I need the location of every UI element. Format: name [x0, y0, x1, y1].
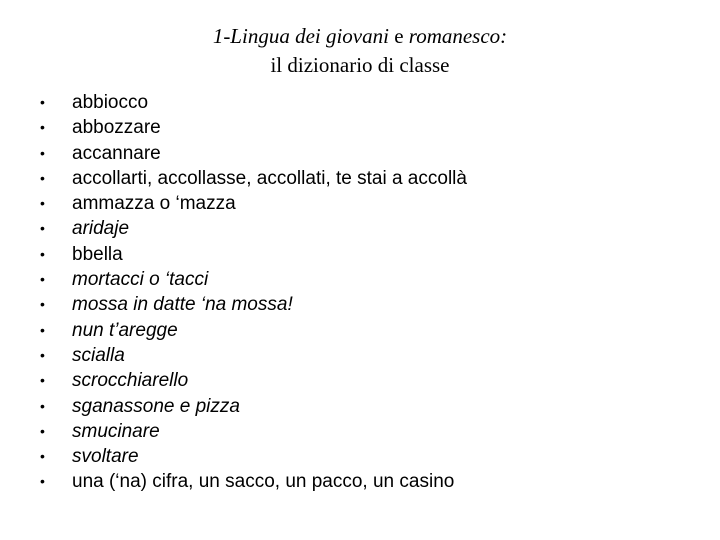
list-item-text: nun t’aregge — [72, 319, 178, 341]
list-item — [40, 166, 467, 191]
list-item-text: sganassone e pizza — [72, 395, 240, 417]
list-item — [40, 216, 467, 241]
list-item-text: mortacci o ‘tacci — [72, 269, 209, 291]
bullet-icon: • — [40, 448, 45, 465]
list-item — [40, 141, 467, 166]
list-item — [40, 368, 467, 393]
bullet-icon: • — [40, 372, 45, 389]
title-line-2: il dizionario di classe — [270, 53, 450, 77]
bullet-icon: • — [40, 346, 45, 363]
list-item — [40, 394, 467, 419]
list-item-text: scialla — [72, 344, 125, 366]
bullet-icon: • — [40, 94, 45, 110]
list-item-text: smucinare — [72, 420, 160, 442]
list-item-text: accollarti, accollasse, accollati, te stai a accollà — [72, 167, 467, 189]
list-item — [40, 444, 467, 469]
title-part-3: romanesco: — [408, 24, 508, 48]
title-part-1: 1-Lingua dei giovani — [212, 24, 389, 48]
bullet-icon: • — [40, 422, 45, 439]
list-item — [40, 191, 467, 216]
list-item-text: mossa in datte ‘na mossa! — [72, 294, 293, 316]
list-item-text: abbiocco — [72, 92, 149, 113]
list-item — [40, 115, 467, 140]
list-item-text: aridaje — [72, 218, 130, 240]
list-item-text: bbella — [72, 243, 123, 265]
list-item — [40, 267, 467, 292]
list-item — [40, 469, 467, 494]
slide-title — [0, 22, 720, 80]
list-item-text: ammazza o ‘mazza — [72, 193, 236, 215]
list-item — [40, 419, 467, 444]
bullet-icon: • — [40, 245, 45, 262]
bullet-icon: • — [40, 144, 45, 161]
bullet-icon: • — [40, 220, 45, 237]
bullet-icon: • — [40, 119, 45, 136]
list-item-text: scrocchiarello — [72, 370, 189, 392]
list-item-text: abbozzare — [72, 117, 161, 139]
list-item — [40, 90, 467, 115]
bullet-icon: • — [40, 271, 45, 288]
list-item — [40, 343, 467, 368]
list-item — [40, 242, 467, 267]
vocabulary-list — [40, 90, 467, 495]
list-item-text: svoltare — [72, 446, 139, 468]
bullet-icon: • — [40, 169, 45, 186]
bullet-icon: • — [40, 321, 45, 338]
list-item — [40, 292, 467, 317]
list-item-text: una (‘na) cifra, un sacco, un pacco, un casino — [72, 471, 455, 493]
list-item-text: accannare — [72, 142, 161, 164]
title-part-2: e — [394, 24, 404, 48]
title-line-1 — [0, 22, 720, 51]
bullet-icon: • — [40, 195, 45, 212]
bullet-icon: • — [40, 473, 45, 490]
bullet-icon: • — [40, 397, 45, 414]
list-item — [40, 318, 467, 343]
bullet-icon: • — [40, 296, 45, 313]
